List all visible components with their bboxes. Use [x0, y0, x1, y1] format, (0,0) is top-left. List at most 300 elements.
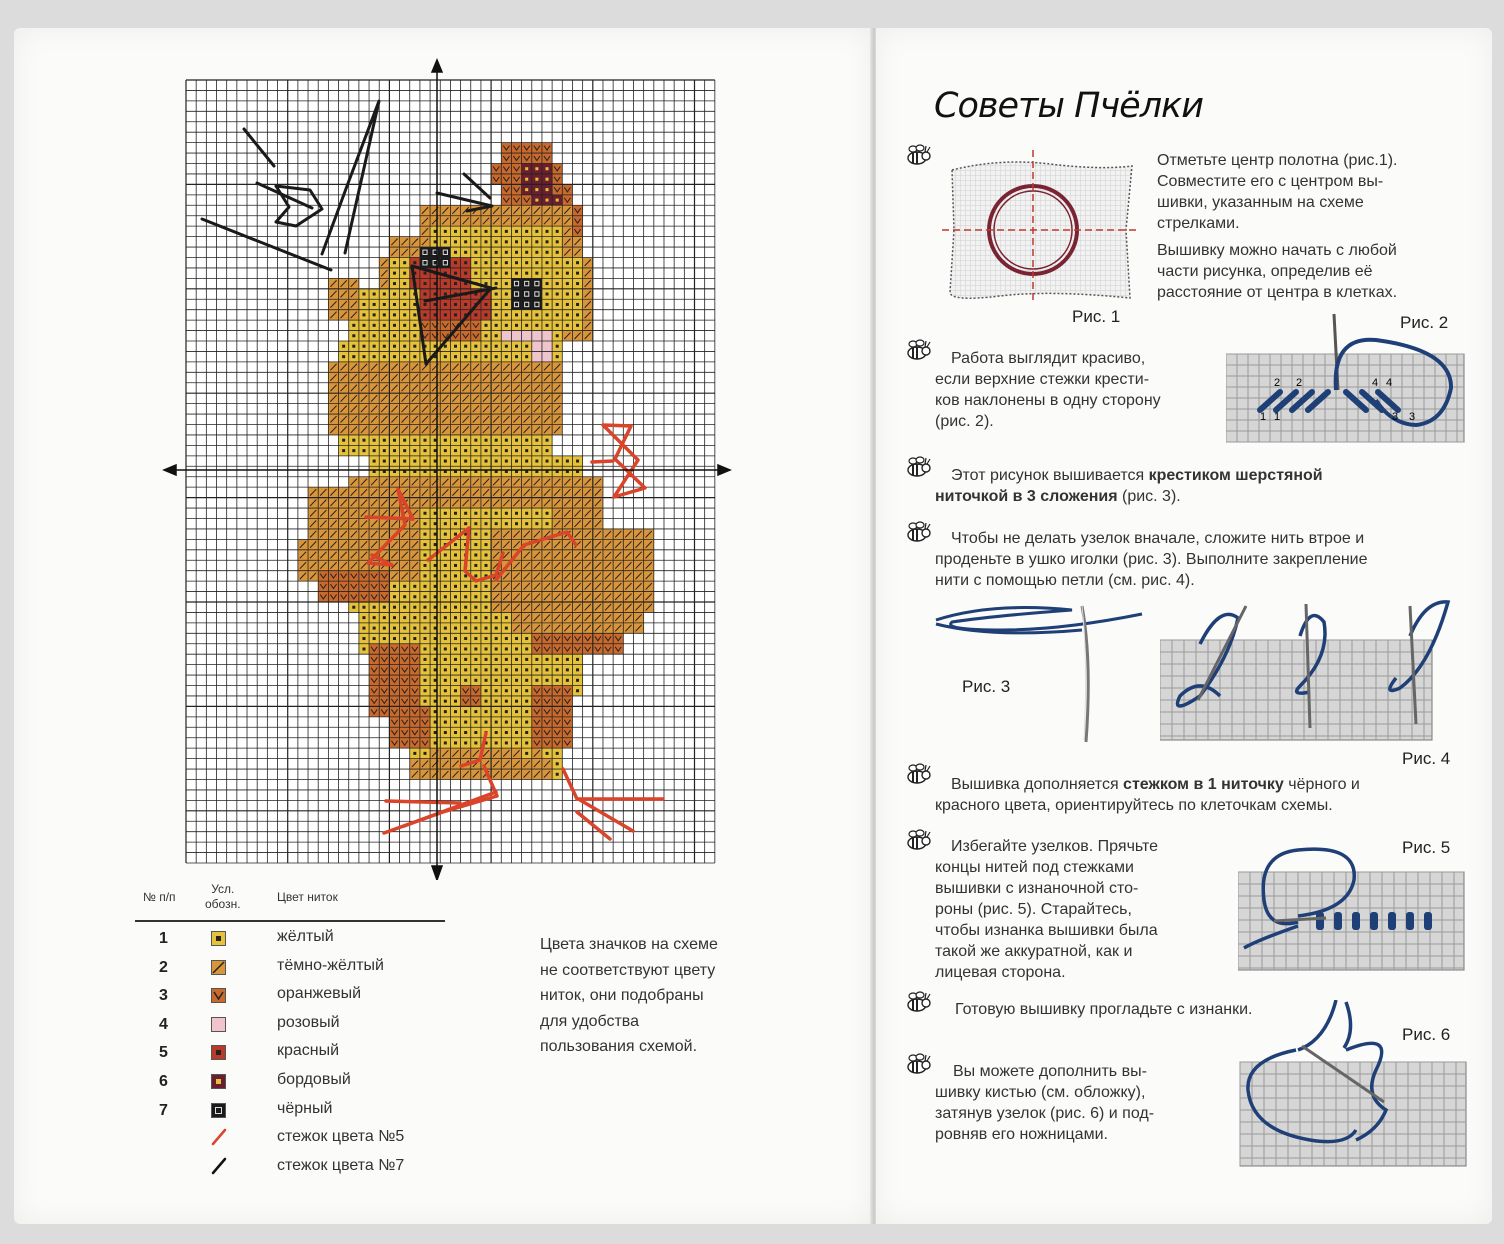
chart-cell: [583, 644, 593, 654]
tip-line: роны (рис. 5). Старайтесь,: [935, 901, 1132, 918]
chart-cell: [532, 706, 542, 716]
legend-color-swatch: [211, 1074, 226, 1089]
chart-cell: [389, 644, 399, 654]
chart-cell: [542, 738, 552, 748]
fig2-stitch-number: 2: [1274, 377, 1281, 389]
legend-header: [135, 880, 445, 922]
tip-line: Избегайте узелков. Прячьте: [951, 838, 1159, 855]
chart-cell: [389, 686, 399, 696]
tip-line: Вышивку можно начать с любой: [1157, 242, 1397, 259]
legend-color-name: розовый: [277, 1013, 340, 1031]
tip-line: чтобы изнанка вышивки была: [935, 922, 1158, 939]
tip-line: лицевая сторона.: [935, 964, 1066, 981]
tip-line: [935, 465, 1462, 486]
tip-stitch-direction: [935, 348, 1205, 432]
chart-cell: [410, 706, 420, 716]
chart-cell: [379, 592, 389, 602]
chart-cell: [471, 696, 481, 706]
chart-cell: [542, 696, 552, 706]
chart-cell: [379, 581, 389, 591]
chart-cell: [369, 696, 379, 706]
chart-cell: [522, 153, 532, 163]
arrow-bottom-icon: [432, 866, 442, 880]
chart-cell: [542, 644, 552, 654]
legend-color-swatch: [211, 1103, 226, 1118]
chart-cell: [328, 571, 338, 581]
chart-cell: [369, 654, 379, 664]
chart-cell: [501, 153, 511, 163]
legend-header-symbol: [205, 882, 241, 912]
legend-color-name: красный: [277, 1042, 340, 1060]
thread-legend: [135, 880, 445, 1179]
tip-line: Вы можете дополнить вы-: [953, 1063, 1147, 1080]
legend-row: [135, 1036, 445, 1065]
tip-line: Отметьте центр полотна (рис.1).: [1157, 152, 1398, 169]
chart-cell: [532, 738, 542, 748]
legend-number: 3: [159, 987, 168, 1005]
chart-cell: [491, 174, 501, 184]
chart-cell: [501, 184, 511, 194]
chart-cell: [339, 571, 349, 581]
chart-cell: [562, 184, 572, 194]
tip-line: шивки, указанным на схеме: [1157, 194, 1364, 211]
chart-cell: [613, 633, 623, 643]
chart-cell: [410, 654, 420, 664]
chart-cell: [379, 686, 389, 696]
note-line: не соответствуют цвету: [540, 961, 716, 979]
chart-cell: [369, 665, 379, 675]
chart-cell: [603, 633, 613, 643]
arrow-top-icon: [432, 60, 442, 72]
chart-cell: [369, 675, 379, 685]
chart-cell: [501, 195, 511, 205]
chart-cell: [389, 727, 399, 737]
chart-cell: [369, 644, 379, 654]
chart-cell: [461, 696, 471, 706]
chart-cell: [328, 581, 338, 591]
chart-cell: [379, 696, 389, 706]
chart-cell: [400, 696, 410, 706]
chart-cell: [532, 341, 542, 351]
chart-cell: [511, 299, 521, 309]
chart-cell: [542, 331, 552, 341]
chart-cell: [532, 153, 542, 163]
chart-cell: [552, 644, 562, 654]
chart-cell: [562, 644, 572, 654]
legend-row: [135, 979, 445, 1008]
chart-cell: [511, 153, 521, 163]
chart-cell: [572, 216, 582, 226]
chart-cell: [593, 633, 603, 643]
chart-cell: [410, 696, 420, 706]
arrow-left-icon: [164, 465, 176, 475]
chart-cell: [379, 654, 389, 664]
chart-cell: [420, 717, 430, 727]
chart-cell: [542, 706, 552, 716]
tip-hide-ends: [935, 836, 1205, 983]
chart-cell: [461, 331, 471, 341]
chart-cell: [471, 686, 481, 696]
chart-cell: [420, 727, 430, 737]
note-line: пользования схемой.: [540, 1038, 698, 1055]
chart-cell: [542, 143, 552, 153]
chart-cell: [389, 654, 399, 664]
chart-cell: [532, 331, 542, 341]
legend-header-color: Цвет ниток: [277, 890, 338, 904]
chart-cell: [318, 571, 328, 581]
chart-cell: [501, 164, 511, 174]
chart-cell: [491, 164, 501, 174]
legend-row: [135, 1065, 445, 1094]
chart-cell: [552, 706, 562, 716]
chart-cell: [318, 592, 328, 602]
tip-line: шивку кистью (см. обложку),: [935, 1084, 1146, 1101]
tip-line: ровняв его ножницами.: [935, 1126, 1108, 1143]
chart-cell: [522, 331, 532, 341]
chart-cell: [511, 184, 521, 194]
tip-no-knot: [935, 528, 1467, 591]
chart-cell: [339, 581, 349, 591]
tip-line: вышивки с изнаночной сто-: [935, 880, 1139, 897]
tip-bold-text: стежком в 1 ниточку: [1123, 776, 1284, 793]
legend-header-symbol-1: Усл.: [211, 882, 235, 896]
chart-cell: [552, 633, 562, 643]
chart-cell: [511, 174, 521, 184]
fig2-stitch-number: 3: [1409, 411, 1416, 423]
bee-icon: [903, 338, 933, 362]
tip-line: если верхние стежки крести-: [935, 371, 1150, 388]
fig3-caption: Рис. 3: [962, 677, 1011, 696]
chart-cell: [400, 686, 410, 696]
chart-cell: [562, 696, 572, 706]
tip-line: Готовую вышивку прогладьте с изнанки.: [955, 1001, 1253, 1018]
chart-cell: [389, 665, 399, 675]
tip-line: части рисунка, определив её: [1157, 263, 1373, 280]
legend-number: 7: [159, 1101, 168, 1119]
chart-cell: [572, 205, 582, 215]
chart-cell: [522, 278, 532, 288]
fig2-stitch-number: 4: [1386, 377, 1393, 389]
chart-cell: [349, 581, 359, 591]
chart-cell: [542, 633, 552, 643]
chart-cell: [430, 247, 440, 257]
chart-cell: [400, 706, 410, 716]
chart-cell: [511, 143, 521, 153]
tip-single-thread: [935, 774, 1462, 816]
bee-icon: [903, 455, 933, 479]
chart-cell: [511, 195, 521, 205]
chart-cell: [542, 686, 552, 696]
chart-cell: [410, 738, 420, 748]
fig1-caption: Рис. 1: [1072, 307, 1121, 326]
legend-color-name: бордовый: [277, 1070, 351, 1088]
fig5-hide-thread-illustration: [1238, 840, 1466, 972]
chart-cell: [522, 143, 532, 153]
fig2-cross-stitch-illustration: [1226, 310, 1466, 445]
chart-cell: [410, 686, 420, 696]
legend-stitch-name: стежок цвета №5: [277, 1128, 405, 1146]
chart-cell: [522, 195, 532, 205]
chart-cell: [562, 706, 572, 716]
legend-stitch-name: стежок цвета №7: [277, 1156, 405, 1174]
note-line: для удобства: [540, 1012, 640, 1030]
chart-cell: [400, 654, 410, 664]
chart-cell: [400, 675, 410, 685]
page-title: Советы Пчёлки: [934, 86, 1203, 126]
tip-line: Чтобы не делать узелок вначале, сложите нить втрое и: [951, 530, 1365, 547]
chart-cell: [369, 706, 379, 716]
note-line: Цвета значков на схеме: [540, 936, 718, 953]
note-line: ниток, они подобраны: [540, 987, 704, 1004]
chart-cell: [501, 174, 511, 184]
chart-cell: [379, 571, 389, 581]
bee-icon: [903, 762, 933, 786]
bee-icon: [903, 990, 933, 1014]
chart-cell: [379, 644, 389, 654]
legend-row-stitch: [135, 1122, 445, 1151]
legend-color-swatch: [211, 960, 226, 975]
chart-cell: [389, 706, 399, 716]
stitch-line-icon: [211, 1157, 227, 1175]
legend-color-name: тёмно-жёлтый: [277, 956, 384, 974]
tip-line: [935, 486, 1462, 507]
fig2-caption: Рис. 2: [1400, 313, 1449, 332]
tip-text: Вышивка дополняется: [951, 776, 1124, 793]
chart-cell: [552, 738, 562, 748]
chart-cell: [471, 320, 481, 330]
chart-cell: [379, 706, 389, 716]
chart-cell: [522, 289, 532, 299]
legend-number: 6: [159, 1072, 168, 1090]
chart-cell: [379, 675, 389, 685]
chart-cell: [420, 738, 430, 748]
legend-number: 1: [159, 930, 168, 947]
chart-cell: [400, 665, 410, 675]
legend-row-stitch: [135, 1151, 445, 1180]
symbol-color-note: [540, 932, 770, 1060]
chart-cell: [430, 331, 440, 341]
legend-color-swatch: [211, 988, 226, 1003]
chart-cell: [532, 727, 542, 737]
chart-cell: [532, 686, 542, 696]
fig5-caption: Рис. 5: [1402, 838, 1451, 857]
chart-cell: [532, 299, 542, 309]
chart-cell: [562, 195, 572, 205]
fig1-hoop-illustration: [940, 150, 1140, 305]
chart-cell: [410, 675, 420, 685]
legend-row: [135, 922, 445, 951]
tip-line: ков наклонены в одну сторону: [935, 392, 1161, 409]
chart-cell: [420, 247, 430, 257]
chart-cell: [400, 717, 410, 727]
chart-cell: [562, 686, 572, 696]
chart-cell: [613, 644, 623, 654]
fig2-stitch-number: 3: [1392, 411, 1399, 423]
fig2-stitch-number: 4: [1372, 377, 1379, 389]
legend-header-number: № п/п: [143, 890, 176, 904]
bee-icon: [903, 520, 933, 544]
chart-cell: [593, 644, 603, 654]
tip-line: [935, 774, 1462, 795]
chart-cell: [572, 633, 582, 643]
chart-cell: [420, 706, 430, 716]
chart-cell: [532, 696, 542, 706]
fig2-stitch-number: 1: [1274, 411, 1281, 423]
chart-cell: [440, 257, 450, 267]
tip-line: такой же аккуратной, как и: [935, 943, 1133, 960]
chart-cell: [552, 174, 562, 184]
chart-cell: [410, 727, 420, 737]
tip-line: расстояние от центра в клетках.: [1157, 284, 1398, 301]
chart-cell: [318, 581, 328, 591]
tip-line: нити с помощью петли (см. рис. 4).: [935, 572, 1195, 589]
legend-color-swatch: [211, 931, 226, 946]
chart-cell: [562, 738, 572, 748]
chart-cell: [389, 675, 399, 685]
chart-cell: [379, 665, 389, 675]
chart-cell: [410, 717, 420, 727]
bee-icon: [903, 1052, 933, 1076]
chart-cell: [603, 644, 613, 654]
chart-cell: [389, 717, 399, 727]
chart-cell: [389, 738, 399, 748]
chart-cell: [552, 727, 562, 737]
tip-text: чёрного и: [1283, 776, 1360, 793]
chart-cell: [552, 686, 562, 696]
tip-tassel: [935, 1061, 1205, 1145]
legend-row: [135, 1008, 445, 1037]
fig2-stitch-number: 1: [1260, 411, 1267, 423]
chart-cell: [532, 289, 542, 299]
chart-cell: [532, 278, 542, 288]
tip-line: проденьте в ушко иголки (рис. 3). Выполните закрепление: [935, 551, 1368, 568]
chart-cell: [410, 665, 420, 675]
chart-cell: [369, 686, 379, 696]
chart-cell: [532, 143, 542, 153]
chart-cell: [552, 696, 562, 706]
arrow-right-icon: [718, 465, 730, 475]
chart-cell: [359, 592, 369, 602]
tip-line: красного цвета, ориентируйтесь по клеточкам схемы.: [935, 797, 1333, 814]
legend-number: 4: [159, 1015, 168, 1033]
chart-cell: [369, 571, 379, 581]
chart-cell: [542, 351, 552, 361]
chart-cell: [440, 247, 450, 257]
chart-cell: [552, 164, 562, 174]
chart-cell: [552, 184, 562, 194]
tip-line: затянув узелок (рис. 6) и под-: [935, 1105, 1155, 1122]
chart-cell: [410, 644, 420, 654]
chart-cell: [562, 727, 572, 737]
chart-cell: [532, 717, 542, 727]
chart-cell: [471, 331, 481, 341]
chart-cell: [400, 738, 410, 748]
fig3-needle-illustration: [932, 600, 1147, 750]
fig6-caption: Рис. 6: [1402, 1025, 1451, 1044]
chart-cell: [583, 633, 593, 643]
chart-cell: [532, 351, 542, 361]
chart-cell: [349, 571, 359, 581]
chart-cell: [501, 143, 511, 153]
chart-cell: [328, 592, 338, 602]
tip-mark-center: [1157, 150, 1463, 234]
chart-cell: [511, 289, 521, 299]
chart-cell: [511, 164, 521, 174]
cross-stitch-chart: [0, 0, 872, 880]
chart-cell: [511, 331, 521, 341]
tip-line: Совместите его с центром вы-: [1157, 173, 1384, 190]
legend-color-name: оранжевый: [277, 985, 362, 1003]
chart-cell: [542, 153, 552, 163]
bee-icon: [903, 828, 933, 852]
chart-cell: [562, 717, 572, 727]
tip-bold-text: ниточкой в 3 сложения: [935, 488, 1118, 505]
chart-cell: [542, 727, 552, 737]
chart-cell: [501, 331, 511, 341]
chart-cell: [369, 592, 379, 602]
chart-cell: [430, 257, 440, 267]
tip-text: (рис. 3).: [1117, 488, 1181, 505]
chart-cell: [339, 592, 349, 602]
chart-cell: [400, 644, 410, 654]
tip-bold-text: крестиком шерстяной: [1148, 467, 1323, 484]
legend-color-swatch: [211, 1045, 226, 1060]
legend-row: [135, 951, 445, 980]
tip-text: Этот рисунок вышивается: [951, 467, 1149, 484]
fig4-caption: Рис. 4: [1402, 749, 1451, 768]
chart-cell: [572, 226, 582, 236]
chart-cell: [430, 320, 440, 330]
chart-cell: [542, 717, 552, 727]
tip-line: концы нитей под стежками: [935, 859, 1134, 876]
chart-cell: [532, 644, 542, 654]
fig4-loop-illustration: [1160, 596, 1465, 746]
legend-color-name: чёрный: [277, 1099, 333, 1117]
tip-line: (рис. 2).: [935, 413, 994, 430]
legend-color-name: жёлтый: [277, 928, 334, 945]
legend-rows: [135, 922, 445, 1179]
stitch-line-icon: [211, 1128, 227, 1146]
chart-cell: [552, 717, 562, 727]
tip-wool-thread: [935, 465, 1462, 507]
chart-cell: [400, 727, 410, 737]
chart-cell: [349, 592, 359, 602]
chart-cell: [389, 696, 399, 706]
legend-number: 5: [159, 1044, 168, 1062]
fig6-tassel-illustration: [1236, 1000, 1468, 1168]
chart-cell: [522, 299, 532, 309]
legend-header-symbol-2: обозн.: [205, 897, 241, 911]
chart-cell: [562, 633, 572, 643]
bee-icon: [903, 143, 933, 167]
chart-cell: [511, 278, 521, 288]
legend-row: [135, 1094, 445, 1123]
chart-cell: [532, 633, 542, 643]
tip-line: стрелками.: [1157, 215, 1240, 232]
fig2-stitch-number: 2: [1296, 377, 1303, 389]
chart-cell: [461, 686, 471, 696]
chart-cell: [359, 571, 369, 581]
legend-color-swatch: [211, 1017, 226, 1032]
legend-number: 2: [159, 958, 168, 976]
chart-cell: [359, 581, 369, 591]
chart-cell: [420, 257, 430, 267]
tip-line: Работа выглядит красиво,: [951, 350, 1146, 367]
chart-cell: [572, 644, 582, 654]
chart-cell: [440, 320, 450, 330]
tip-start-anywhere: [1157, 240, 1463, 303]
chart-cell: [369, 581, 379, 591]
